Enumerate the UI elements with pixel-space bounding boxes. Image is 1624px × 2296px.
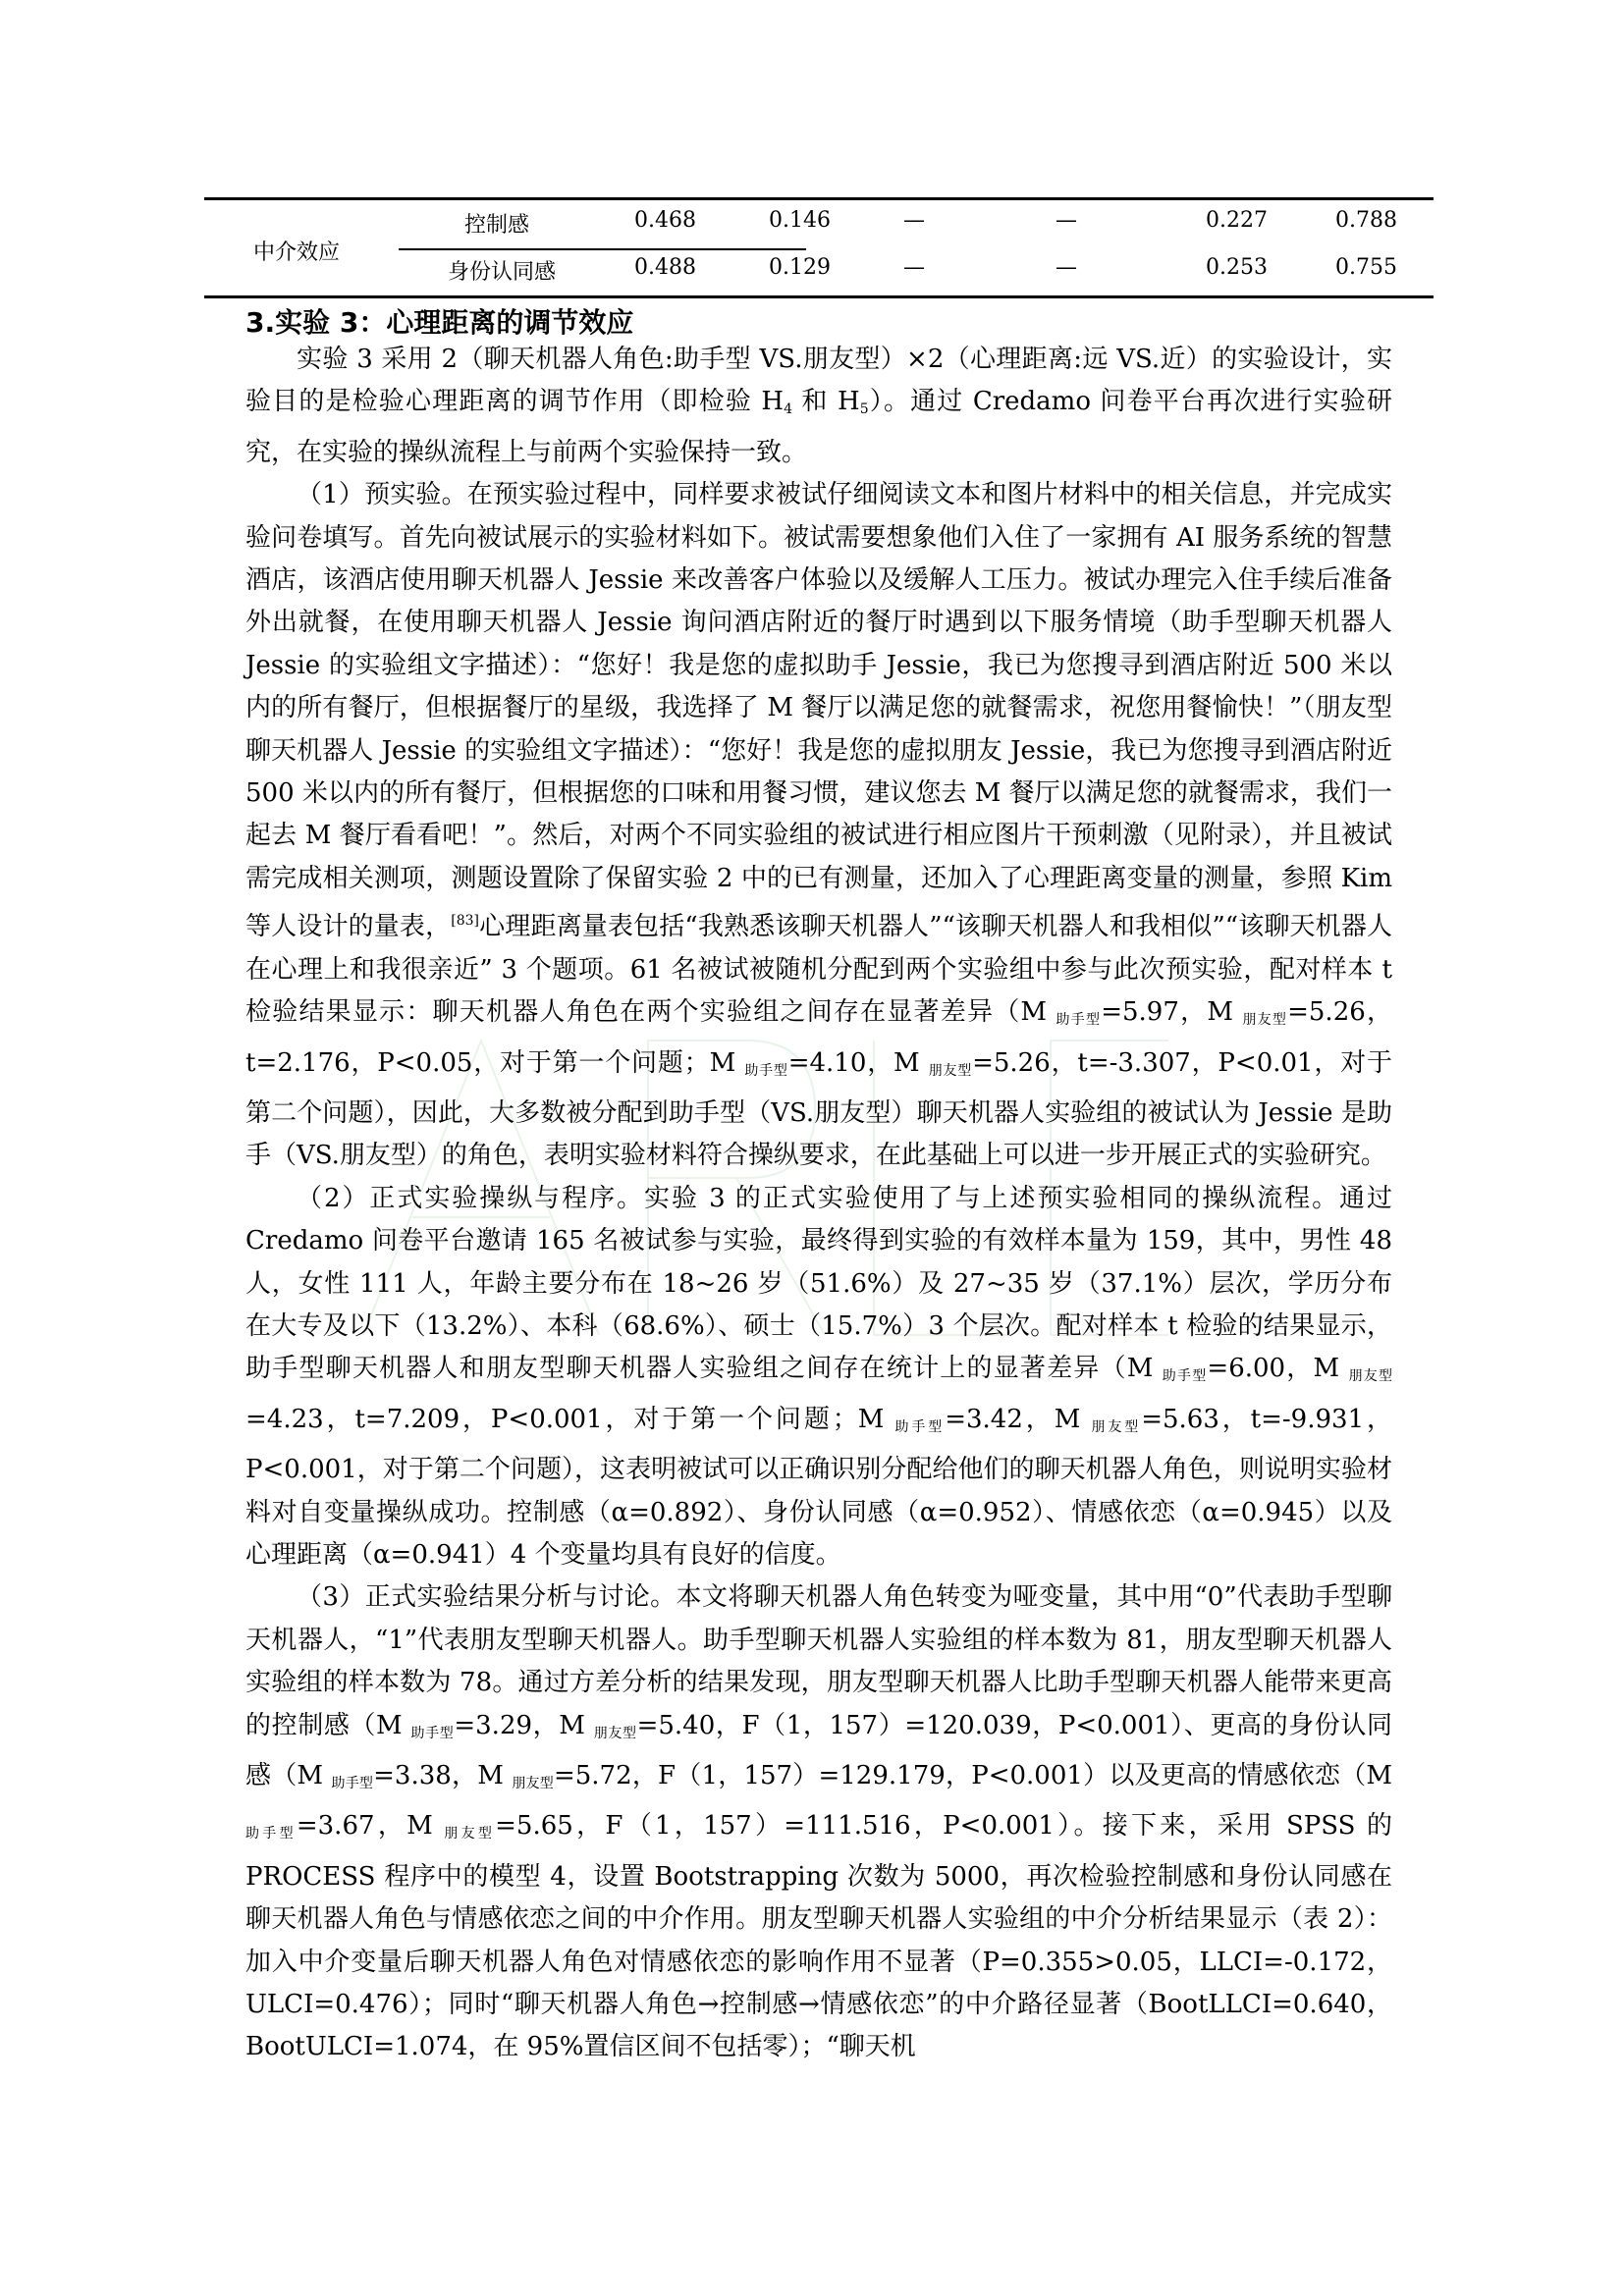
subscript: 朋友型 [1242,1012,1288,1029]
subscript: 助手型 [744,1062,788,1079]
table-cell: 0.755 [1335,255,1397,280]
text-run: =4.23，t=7.209，P<0.001，对于第一个问题；M [245,1404,895,1434]
text-run: =3.29，M [454,1710,594,1740]
table-row [204,249,1434,289]
table-cell: 0.227 [1206,208,1268,233]
subscript: 朋友型 [1348,1368,1392,1385]
text-run: =6.00，M [1207,1354,1349,1384]
table-cell: 0.788 [1335,208,1397,233]
citation-reference: [83] [451,913,479,930]
subscript: 朋友型 [593,1725,637,1741]
table-cell-name: 身份认同感 [448,260,557,285]
subscript: 4 [784,401,793,418]
text-run: =5.26，t=2.176，P<0.05，对于第一个问题；M [245,997,1393,1078]
table-cell-name: 控制感 [464,213,530,238]
subscript: 助手型 [894,1418,946,1435]
subscript: 朋友型 [444,1826,496,1842]
paragraph-pre-experiment [245,474,1392,1178]
text-run: =5.97，M [1101,997,1243,1028]
text-run: （2）正式实验操纵与程序。实验 3 的正式实验使用了与上述预实验相同的操纵流程。通过 Credamo 问卷平台邀请 165 名被试参与实验，最终得到实验的有效样本量为 159，其中，男性 48 人，女性 111 人，年龄主要分布在 18~26 岁（51.6%）及 27~35 岁（37.1%）层次，学历分布在大专及以下（13.2%）、本科（68.6%）、硕士（15.7%）3 个层次。配对样本 t 检验的结果显示，助手型聊天机器人和朋友型聊天机器人实验组之间存在统计上的显著差异（M [245,1183,1392,1384]
text-run: =5.65，F（1，157）=111.516，P<0.001）。接下来，采用 SPSS 的 PROCESS 程序中的模型 4，设置 Bootstrapping 次数为 5000，再次检验控制感和身份认同感在聊天机器人角色与情感依恋之间的中介作用。朋友型聊天机器人实验组的中介分析结果显示（表 2）：加入中介变量后聊天机器人角色对情感依恋的影响作用不显著（P=0.355>0.05，LLCI=-0.172，ULCI=0.476）；同时“聊天机器人角色→控制感→情感依恋”的中介路径显著（BootLLCI=0.640，BootULCI=1.074，在 95%置信区间不包括零）；“聊天机 [245,1811,1393,2062]
text-run: =5.72，F（1，157）=129.179，P<0.001）以及更高的情感依恋（M [553,1761,1393,1790]
section-heading: 3.实验 3：心理距离的调节效应 [245,306,634,339]
text-run: =3.67，M [296,1811,445,1842]
table-cell: 0.488 [634,255,696,280]
table-row [204,202,1434,241]
text-run: =4.10，M [787,1047,929,1078]
subscript: 5 [859,401,869,418]
table-group-label: 中介效应 [253,240,341,265]
table-cell: 0.146 [769,208,831,233]
subscript: 朋友型 [928,1062,973,1079]
subscript: 助手型 [410,1725,455,1741]
table-cell: 0.253 [1206,255,1268,280]
text-run: =3.42，M [945,1404,1092,1434]
subscript: 助手型 [1056,1012,1102,1029]
table-cell: 0.468 [634,208,696,233]
subscript: 朋友型 [1091,1418,1142,1435]
text-run: ）。通过 Credamo 问卷平台再次进行实验研究，在实验的操纵流程上与前两个实验保持一致。 [245,387,1392,467]
body-text [245,339,1392,2069]
table-cell: 0.129 [769,255,831,280]
table-cell: — [1056,208,1077,233]
paragraph-results [245,1576,1392,2068]
paragraph-design [245,339,1392,474]
table-cell: — [1056,255,1077,280]
text-run: =5.63，t=-9.931，P<0.001，对于第二个问题），这表明被试可以正确识别分配给他们的聊天机器人角色，则说明实验材料对自变量操纵成功。控制感（α=0.892）、身份认同感（α=0.952）、情感依恋（α=0.945）以及心理距离（α=0.941）4 个变量均具有良好的信度。 [245,1404,1393,1570]
text-run: 实验 3 采用 2（聊天机器人角色:助手型 VS.朋友型）×2（心理距离:远 VS.近）的实验设计，实验目的是检验心理距离的调节作用（即检验 H [245,345,1392,417]
text-run: 心理距离量表包括“我熟悉该聊天机器人”“该聊天机器人和我相似”“该聊天机器人在心理上和我很亲近” 3 个题项。61 名被试被随机分配到两个实验组中参与此次预实验，配对样本 t 检验结果显示：聊天机器人角色在两个实验组之间存在显著差异（M [245,912,1392,1028]
subscript: 助手型 [1162,1368,1208,1385]
text-run: =5.26，t=-3.307，P<0.01，对于第二个问题），因此，大多数被分配到助手型（VS.朋友型）聊天机器人实验组的被试认为 Jessie 是助手（VS.朋友型）的角色，表明实验材料符合操纵要求，在此基础上可以进一步开展正式的实验研究。 [245,1047,1392,1171]
table-cell: — [903,208,925,233]
subscript: 朋友型 [512,1776,554,1791]
text-run: =3.38，M [373,1761,513,1790]
paragraph-formal-procedure [245,1178,1392,1577]
text-run: （1）预实验。在预实验过程中，同样要求被试仔细阅读文本和图片材料中的相关信息，并完成实验问卷填写。首先向被试展示的实验材料如下。被试需要想象他们入住了一家拥有 AI 服务系统的智慧酒店，该酒店使用聊天机器人 Jessie 来改善客户体验以及缓解人工压力。被试办理完入住手续后准备外出就餐，在使用聊天机器人 Jessie 询问酒店附近的餐厅时遇到以下服务情境（助手型聊天机器人 Jessie 的实验组文字描述）：“您好！我是您的虚拟助手 Jessie，我已为您搜寻到酒店附近 500 米以内的所有餐厅，但根据餐厅的星级，我选择了 M 餐厅以满足您的就餐需求，祝您用餐愉快！”（朋友型聊天机器人 Jessie 的实验组文字描述）：“您好！我是您的虚拟朋友 Jessie，我已为您搜寻到酒店附近 500 米以内的所有餐厅，但根据您的口味和用餐习惯，建议您去 M 餐厅以满足您的就餐需求，我们一起去 M 餐厅看看吧！”。然后，对两个不同实验组的被试进行相应图片干预刺激（见附录），并且被试需完成相关测项，测题设置除了保留实验 2 中的已有测量，还加入了心理距离变量的测量，参照 Kim 等人设计的量表， [245,480,1392,942]
text-run: 和 H [792,387,860,417]
text-run: =5.40，F（1，157）=120.039，P<0.001）、更高的身份认同感（M [245,1710,1393,1790]
subscript: 助手型 [245,1826,297,1842]
table-cell: — [903,255,925,280]
mediation-table [204,197,1434,298]
subscript: 助手型 [331,1776,374,1791]
text-run: （3）正式实验结果分析与讨论。本文将聊天机器人角色转变为哑变量，其中用“0”代表助手型聊天机器人，“1”代表朋友型聊天机器人。助手型聊天机器人实验组的样本数为 81，朋友型聊天机器人实验组的样本数为 78。通过方差分析的结果发现，朋友型聊天机器人比助手型聊天机器人能带来更高的控制感（M [245,1582,1392,1740]
